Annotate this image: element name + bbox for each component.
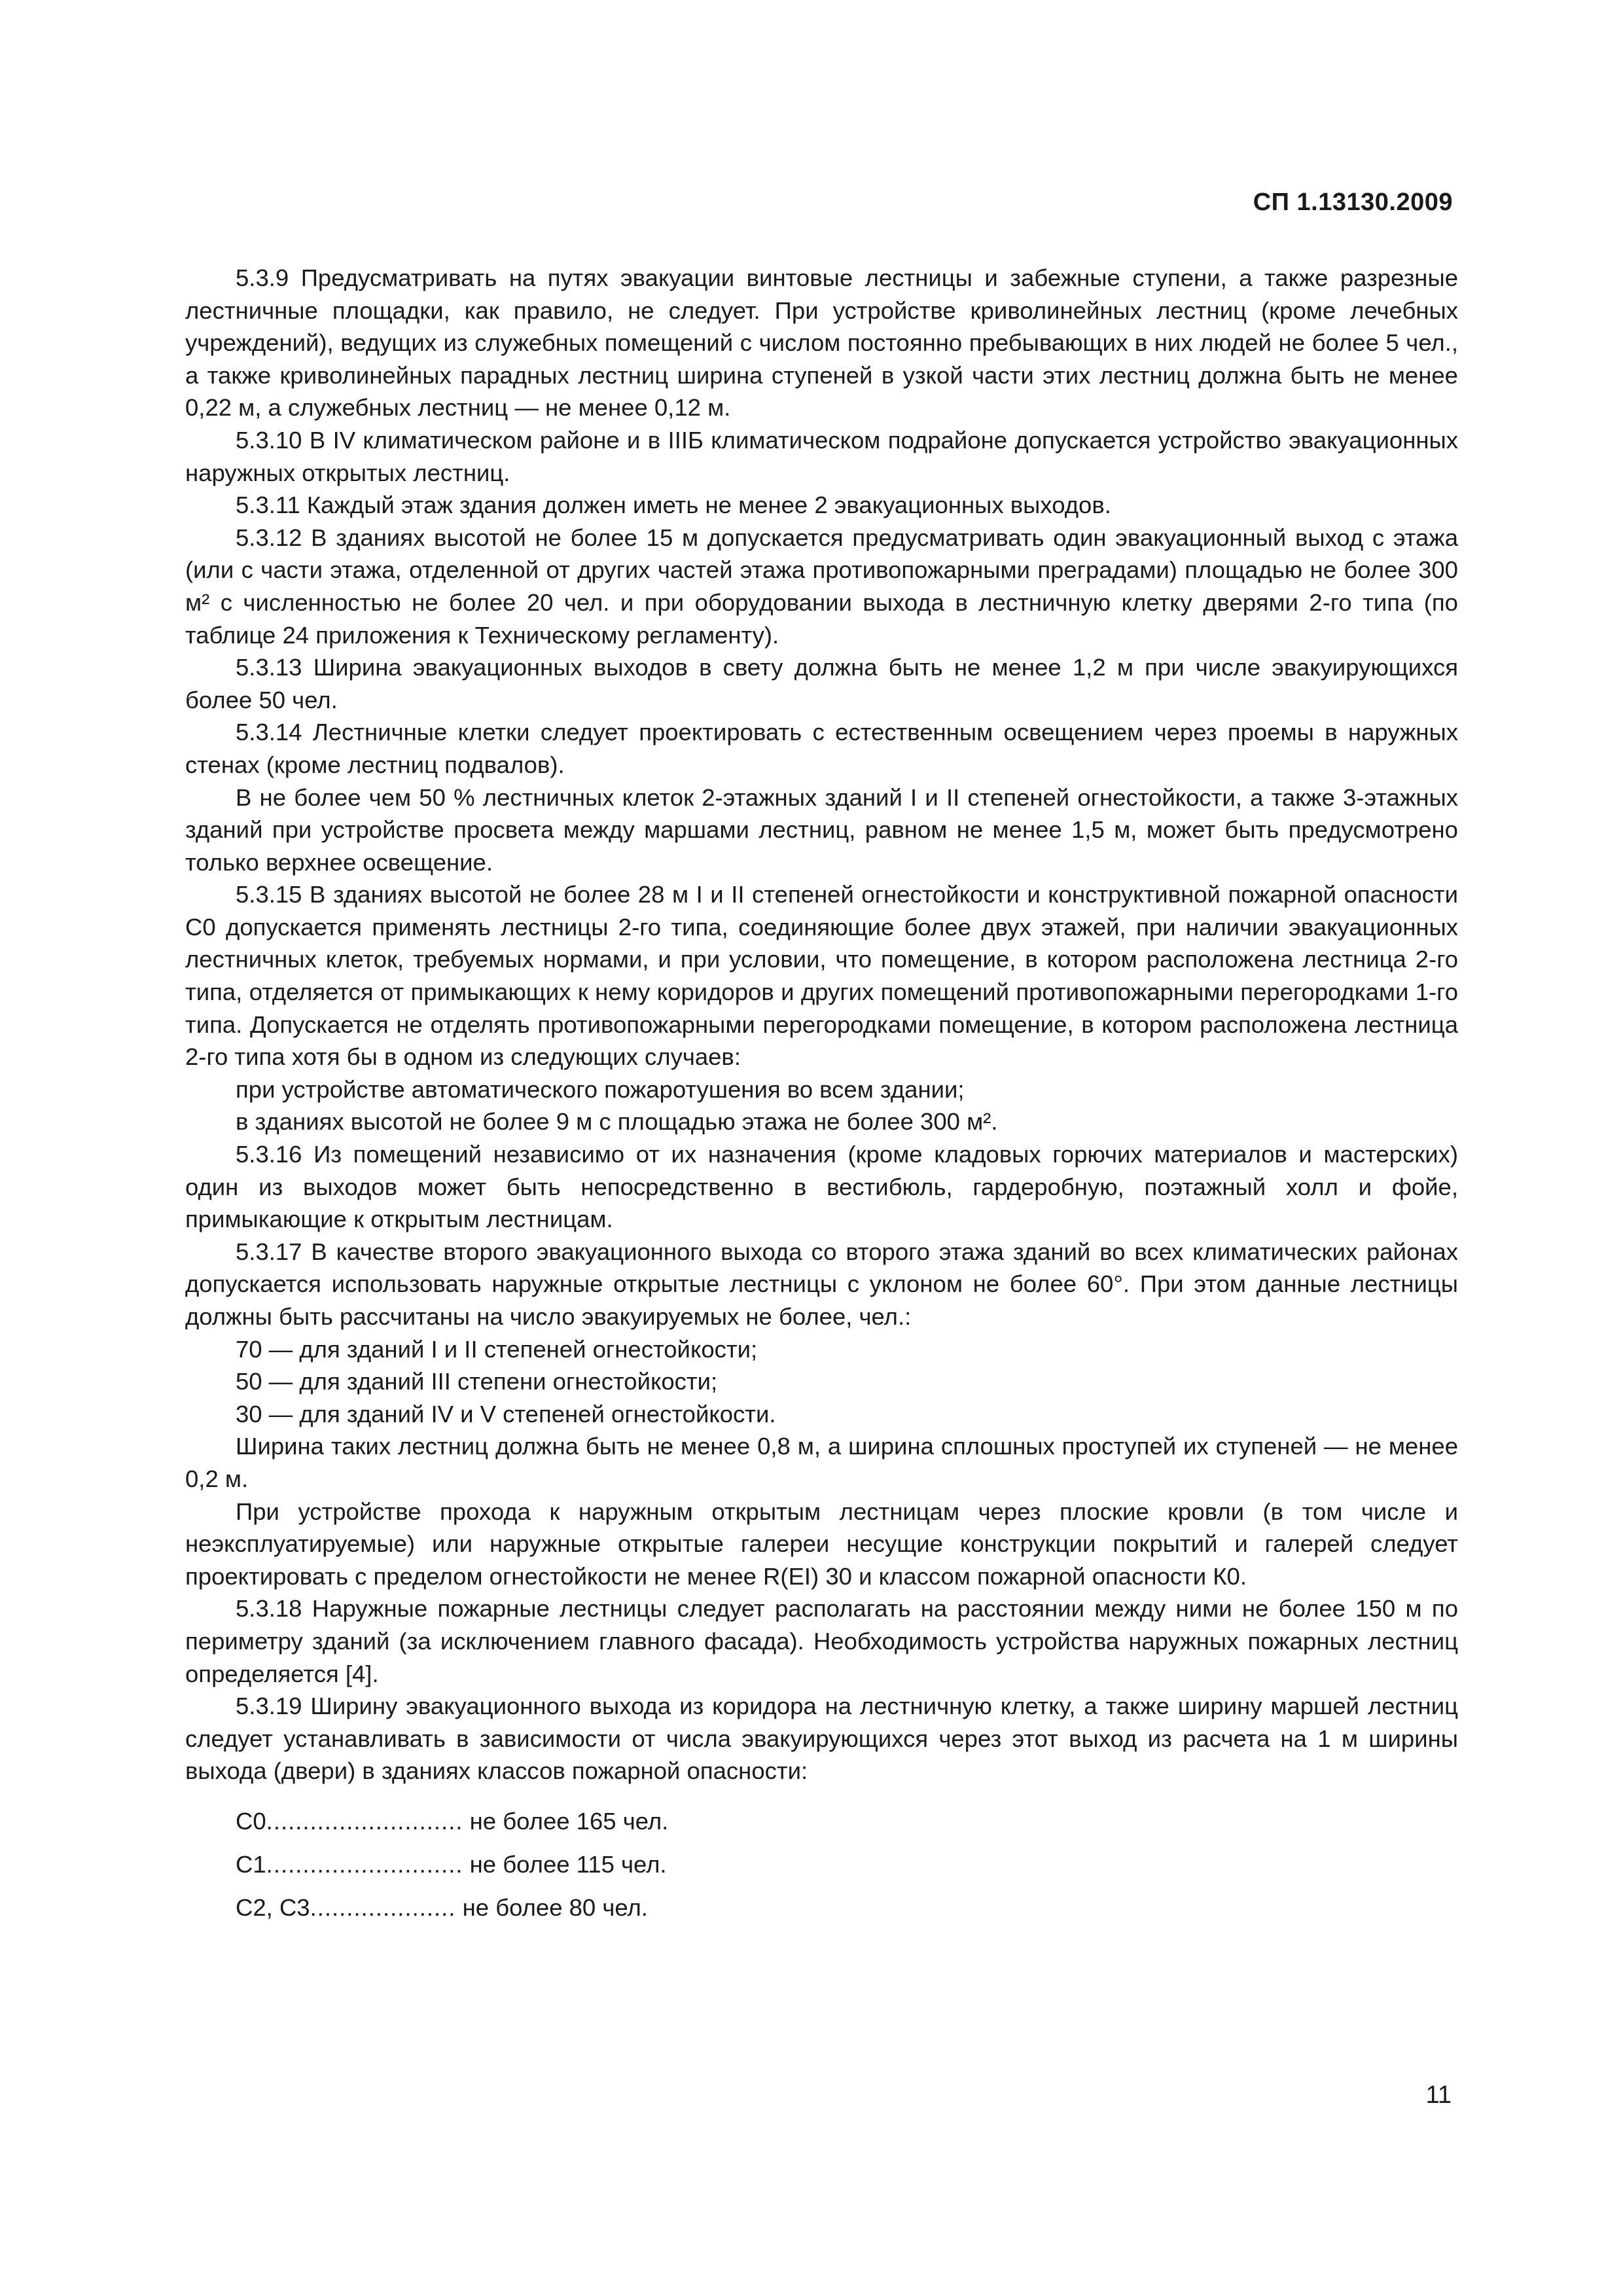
list-item bbox=[236, 1845, 1458, 1888]
page-number: 11 bbox=[1425, 2081, 1452, 2109]
capacity-value: не более 80 чел. bbox=[462, 1893, 648, 1921]
document-body bbox=[185, 262, 1458, 1931]
paragraph-5-3-11: 5.3.11 Каждый этаж здания должен иметь не менее 2 эвакуационных выходов. bbox=[236, 492, 1111, 519]
document-code: СП 1.13130.2009 bbox=[1253, 188, 1453, 216]
list-item bbox=[236, 1802, 1458, 1845]
leader-dots: ........................... bbox=[266, 1850, 463, 1878]
fire-class-capacity-list bbox=[185, 1802, 1458, 1931]
paragraph-5-3-17-item-50: 50 — для зданий III степени огнестойкости; bbox=[236, 1368, 718, 1395]
capacity-value: не более 115 чел. bbox=[469, 1850, 667, 1878]
paragraph-5-3-14-lighting: В не более чем 50 % лестничных клеток 2-этажных зданий I и II степеней огнестойкости, а также 3-этажных зданий при устройстве просвета между маршами лестниц, равном не менее 1,5 м, может быть предусмотрено только верхнее освещение. bbox=[185, 783, 1458, 876]
paragraph-5-3-17: 5.3.17 В качестве второго эвакуационного выхода со второго этажа зданий во всех климатических районах допускается использовать наружные открытые лестницы с уклоном не более 60°. При этом данные лестницы должны быть рассчитаны на число эвакуируемых не более, чел.: bbox=[185, 1238, 1458, 1330]
paragraph-5-3-16: 5.3.16 Из помещений независимо от их назначения (кроме кладовых горючих материалов и мастерских) один из выходов может быть непосредственно в вестибюль, гардеробную, поэтажный холл и фойе, примыкающие к открытым лестницам. bbox=[185, 1141, 1458, 1233]
leader-dots: ........................... bbox=[266, 1807, 463, 1835]
paragraph-5-3-15-case-1: при устройстве автоматического пожаротушения во всем здании; bbox=[236, 1075, 965, 1103]
paragraph-5-3-13: 5.3.13 Ширина эвакуационных выходов в свету должна быть не менее 1,2 м при числе эвакуирующихся более 50 чел. bbox=[185, 654, 1458, 713]
leader-dots: .................... bbox=[310, 1893, 456, 1921]
paragraph-5-3-17-item-70: 70 — для зданий I и II степеней огнестойкости; bbox=[236, 1335, 758, 1363]
paragraph-5-3-12: 5.3.12 В зданиях высотой не более 15 м допускается предусматривать один эвакуационный выход с этажа (или с части этажа, отделенной от других частей этажа противопожарными преградами) площадью не более 300 м² с численностью не более 20 чел. и при оборудовании выхода в лестничную клетку дверями 2-го типа (по таблице 24 приложения к Техническому регламенту). bbox=[185, 524, 1458, 649]
fire-class-label: С2, С3 bbox=[236, 1893, 310, 1921]
paragraph-5-3-14: 5.3.14 Лестничные клетки следует проектировать с естественным освещением через проемы в наружных стенах (кроме лестниц подвалов). bbox=[185, 719, 1458, 778]
capacity-value: не более 165 чел. bbox=[469, 1807, 669, 1835]
paragraph-5-3-9: 5.3.9 Предусматривать на путях эвакуации винтовые лестницы и забежные ступени, а также разрезные лестничные площадки, как правило, не следует. При устройстве криволинейных лестниц (кроме лечебных учреждений), ведущих из служебных помещений с числом постоянно пребывающих в них людей не более 5 чел., а также криволинейных парадных лестниц ширина ступеней в узкой части этих лестниц должна быть не менее 0,22 м, а служебных лестниц — не менее 0,12 м. bbox=[185, 264, 1458, 422]
paragraph-5-3-17-item-30: 30 — для зданий IV и V степеней огнестойкости. bbox=[236, 1400, 776, 1427]
paragraph-5-3-19: 5.3.19 Ширину эвакуационного выхода из коридора на лестничную клетку, а также ширину маршей лестниц следует устанавливать в зависимости от числа эвакуирующихся через этот выход из расчета на 1 м ширины выхода (двери) в зданиях классов пожарной опасности: bbox=[185, 1693, 1458, 1785]
paragraph-5-3-15-case-2: в зданиях высотой не более 9 м с площадью этажа не более 300 м². bbox=[236, 1108, 998, 1136]
paragraph-5-3-10: 5.3.10 В IV климатическом районе и в IIIБ климатическом подрайоне допускается устройство эвакуационных наружных открытых лестниц. bbox=[185, 426, 1458, 486]
paragraph-5-3-17-roofs: При устройстве прохода к наружным открытым лестницам через плоские кровли (в том числе и неэксплуатируемые) или наружные открытые галереи несущие конструкции покрытий и галерей следует проектировать с пределом огнестойкости не менее R(EI) 30 и классом пожарной опасности К0. bbox=[185, 1498, 1458, 1590]
paragraph-5-3-18: 5.3.18 Наружные пожарные лестницы следует располагать на расстоянии между ними не более 150 м по периметру зданий (за исключением главного фасада). Необходимость устройства наружных пожарных лестниц определяется [4]. bbox=[185, 1595, 1458, 1687]
paragraph-5-3-15: 5.3.15 В зданиях высотой не более 28 м I и II степеней огнестойкости и конструктивной пожарной опасности С0 допускается применять лестницы 2-го типа, соединяющие более двух этажей, при наличии эвакуационных лестничных клеток, требуемых нормами, и при условии, что помещение, в котором расположена лестница 2-го типа, отделяется от примыкающих к нему коридоров и других помещений противопожарными перегородками 1-го типа. Допускается не отделять противопожарными перегородками помещение, в котором расположена лестница 2-го типа хотя бы в одном из следующих случаев: bbox=[185, 881, 1458, 1071]
fire-class-label: С0 bbox=[236, 1807, 266, 1835]
list-item bbox=[236, 1888, 1458, 1931]
fire-class-label: С1 bbox=[236, 1850, 266, 1878]
paragraph-5-3-17-width: Ширина таких лестниц должна быть не менее 0,8 м, а ширина сплошных проступей их ступеней — не менее 0,2 м. bbox=[185, 1433, 1458, 1492]
